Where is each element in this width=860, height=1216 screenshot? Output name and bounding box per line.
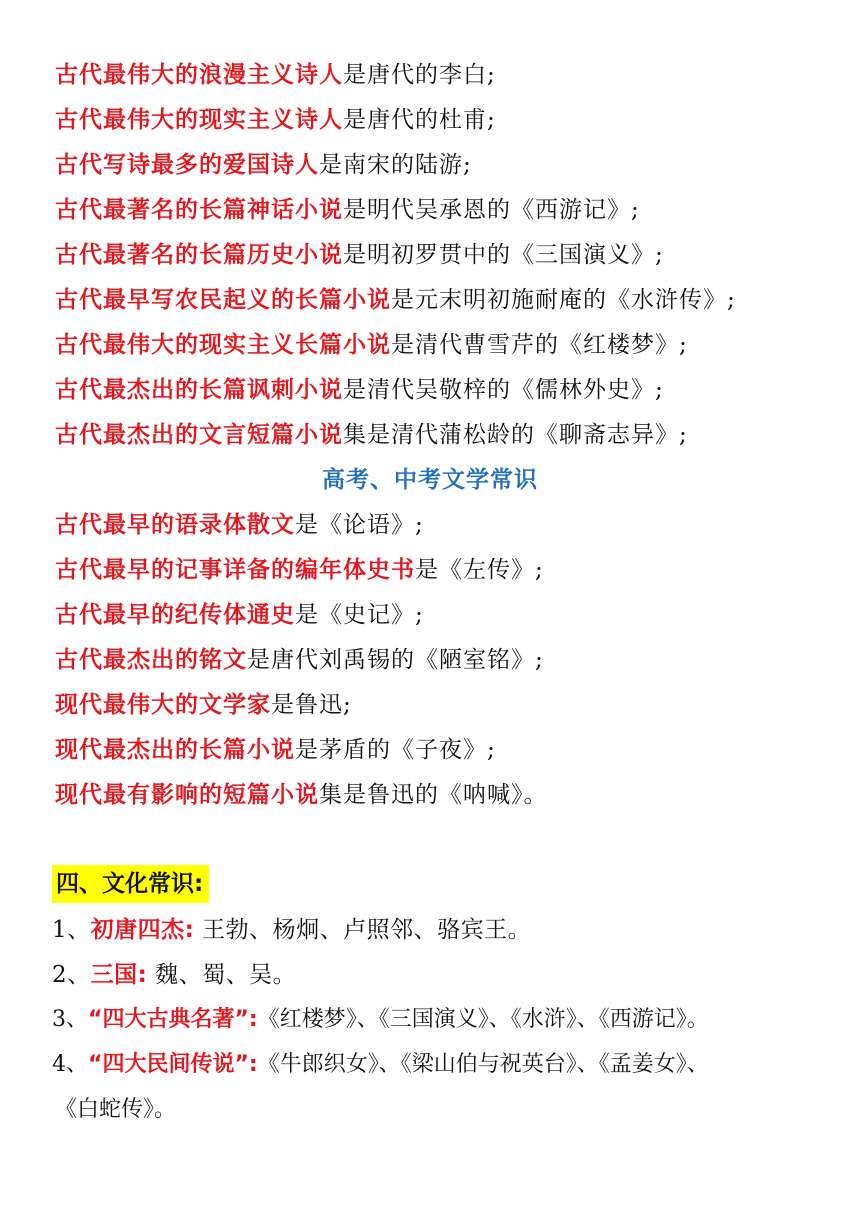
fact-line [55, 60, 496, 90]
item-key: “四大民间传说”: [88, 1052, 258, 1077]
item-text: 《牛郎织女》、《梁山伯与祝英台》、《孟姜女》、 [257, 1052, 709, 1077]
fact-line [55, 510, 424, 540]
item-text: 王勃、杨炯、卢照邻、骆宾王。 [194, 917, 532, 943]
fact-text: 是《史记》; [295, 602, 424, 628]
fact-key: 古代最著名的长篇历史小说 [55, 242, 343, 268]
fact-key: 古代最杰出的铭文 [55, 647, 247, 673]
fact-text: 是鲁迅; [271, 692, 352, 718]
fact-line [55, 150, 472, 180]
fact-key: 现代最有影响的短篇小说 [55, 782, 319, 808]
item-key: “四大古典名著”: [88, 1007, 258, 1032]
fact-line [55, 240, 664, 270]
fact-text: 是唐代的李白; [343, 62, 496, 88]
fact-line [55, 105, 496, 135]
fact-key: 古代最杰出的文言短篇小说 [55, 422, 343, 448]
fact-line [55, 645, 544, 675]
item-text: 魏、蜀、吴。 [147, 962, 297, 988]
list-item [52, 915, 531, 945]
fact-key: 古代最早的纪传体通史 [55, 602, 295, 628]
item-key: 初唐四杰: [90, 917, 195, 943]
fact-text: 是清代吴敬梓的《儒林外史》; [343, 377, 664, 403]
fact-line [55, 690, 352, 720]
fact-line [55, 420, 688, 450]
fact-key: 现代最伟大的文学家 [55, 692, 271, 718]
fact-key: 古代最早的记事详备的编年体史书 [55, 557, 415, 583]
fact-text: 是唐代的杜甫; [343, 107, 496, 133]
fact-line [55, 780, 548, 810]
fact-text: 是茅盾的《子夜》; [295, 737, 496, 763]
list-item-continuation: 《白蛇传》。 [55, 1097, 177, 1122]
fact-key: 古代最早写农民起义的长篇小说 [55, 287, 391, 313]
section-heading: 高考、中考文学常识 [322, 467, 538, 493]
fact-line [55, 600, 424, 630]
item-number: 3、 [52, 1007, 88, 1032]
fact-line [55, 735, 496, 765]
fact-key: 古代最著名的长篇神话小说 [55, 197, 343, 223]
item-number: 1、 [52, 917, 91, 943]
fact-line [55, 555, 544, 585]
fact-line [55, 195, 640, 225]
fact-text: 是明代吴承恩的《西游记》; [343, 197, 640, 223]
fact-key: 古代最伟大的现实主义长篇小说 [55, 332, 391, 358]
fact-line [55, 330, 688, 360]
fact-key: 古代最伟大的浪漫主义诗人 [55, 62, 343, 88]
item-text: 《红楼梦》、《三国演义》、《水浒》、《西游记》。 [257, 1007, 709, 1032]
fact-text: 是南宋的陆游; [319, 152, 472, 178]
fact-key: 古代最伟大的现实主义诗人 [55, 107, 343, 133]
fact-text: 是明初罗贯中的《三国演义》; [343, 242, 664, 268]
fact-key: 古代最早的语录体散文 [55, 512, 295, 538]
item-number: 2、 [52, 962, 91, 988]
fact-key: 古代最杰出的长篇讽刺小说 [55, 377, 343, 403]
fact-text: 是《论语》; [295, 512, 424, 538]
fact-text: 是唐代刘禹锡的《陋室铭》; [247, 647, 544, 673]
fact-text: 集是清代蒲松龄的《聊斋志异》; [343, 422, 688, 448]
section-title: 四、文化常识: [52, 865, 209, 903]
fact-text: 是清代曹雪芹的《红楼梦》; [391, 332, 688, 358]
fact-line [55, 375, 664, 405]
list-item [52, 1005, 709, 1035]
fact-text: 是元末明初施耐庵的《水浒传》; [391, 287, 736, 313]
fact-line [55, 285, 736, 315]
item-number: 4、 [52, 1052, 88, 1077]
item-key: 三国: [90, 962, 148, 988]
list-item [52, 1050, 709, 1080]
fact-key: 现代最杰出的长篇小说 [55, 737, 295, 763]
list-item [52, 960, 296, 990]
fact-text: 是《左传》; [415, 557, 544, 583]
fact-key: 古代写诗最多的爱国诗人 [55, 152, 319, 178]
fact-text: 集是鲁迅的《呐喊》。 [319, 782, 548, 808]
